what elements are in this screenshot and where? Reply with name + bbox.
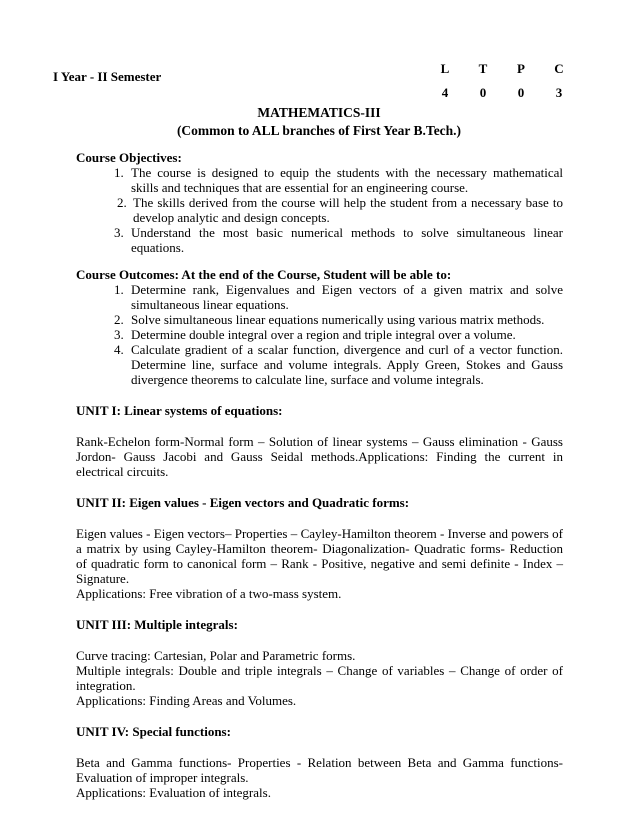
unit3-applications: Applications: Finding Areas and Volumes. xyxy=(76,693,297,708)
unit1-body: Rank-Echelon form-Normal form – Solution of linear systems – Gauss elimination - Gauss Jordon- Gauss Jacobi and Gauss Seidal methods.Applications: Finding the current in electrical circuits. xyxy=(76,434,563,479)
unit2-heading: UNIT II: Eigen values - Eigen vectors and Quadratic forms: xyxy=(76,495,410,510)
list-item-number: 2. xyxy=(117,195,127,210)
objectives-list xyxy=(76,165,563,255)
outcomes-heading: Course Outcomes: At the end of the Course, Student will be able to: xyxy=(76,267,452,282)
objectives-heading: Course Objectives: xyxy=(76,150,182,165)
ltpc-table xyxy=(426,58,586,104)
list-item xyxy=(76,195,563,225)
list-item-text: The course is designed to equip the students with the necessary mathematical skills and techniques that are essential for an engineering course. xyxy=(131,165,563,195)
year-semester-label: I Year - II Semester xyxy=(53,69,162,84)
list-item xyxy=(76,327,563,342)
list-item-number: 3. xyxy=(114,327,124,342)
ltpc-value-t: 0 xyxy=(479,85,487,100)
unit2-applications: Applications: Free vibration of a two-mass system. xyxy=(76,586,342,601)
list-item-text: Determine double integral over a region and triple integral over a volume. xyxy=(131,327,516,342)
list-item xyxy=(76,165,563,195)
unit4-body: Beta and Gamma functions- Properties - Relation between Beta and Gamma functions- Evaluation of improper integrals. xyxy=(76,755,563,785)
unit4-applications: Applications: Evaluation of integrals. xyxy=(76,785,271,800)
ltpc-value-l: 4 xyxy=(441,85,449,100)
unit3-heading: UNIT III: Multiple integrals: xyxy=(76,617,238,632)
ltpc-values-row xyxy=(426,82,586,104)
list-item-text: Understand the most basic numerical methods to solve simultaneous linear equations. xyxy=(131,225,563,255)
ltpc-label-p: P xyxy=(517,61,525,76)
ltpc-value-c: 3 xyxy=(555,85,563,100)
ltpc-label-l: L xyxy=(440,61,450,76)
course-title: MATHEMATICS-III xyxy=(257,105,381,120)
syllabus-content xyxy=(76,150,563,800)
list-item xyxy=(76,312,563,327)
list-item-text: Solve simultaneous linear equations numerically using various matrix methods. xyxy=(131,312,545,327)
list-item-text: Calculate gradient of a scalar function, divergence and curl of a vector function. Determine line, surface and volume integrals. Apply Green, Stokes and Gauss divergence theorems to calculate line, surface and volume integrals. xyxy=(131,342,563,387)
ltpc-label-c: C xyxy=(554,61,564,76)
list-item xyxy=(76,225,563,255)
list-item-text: The skills derived from the course will help the student from a necessary base to develop analytic and design concepts. xyxy=(133,195,563,225)
unit1-heading: UNIT I: Linear systems of equations: xyxy=(76,403,283,418)
unit2-body: Eigen values - Eigen vectors– Properties – Cayley-Hamilton theorem - Inverse and powers of a matrix by using Cayley-Hamilton theorem- Diagonalization- Quadratic forms- Reduction of quadratic form to canonical form – Rank - Positive, negative and semi definite - Index – Signature. xyxy=(76,526,563,586)
list-item-text: Determine rank, Eigenvalues and Eigen vectors of a given matrix and solve simultaneous linear equations. xyxy=(131,282,563,312)
ltpc-label-t: T xyxy=(478,61,488,76)
unit4-heading: UNIT IV: Special functions: xyxy=(76,724,231,739)
list-item xyxy=(76,342,563,387)
ltpc-value-p: 0 xyxy=(517,85,525,100)
list-item-number: 1. xyxy=(114,165,124,180)
list-item-number: 2. xyxy=(114,312,124,327)
list-item-number: 3. xyxy=(114,225,124,240)
course-subtitle: (Common to ALL branches of First Year B.Tech.) xyxy=(176,123,462,138)
list-item xyxy=(76,282,563,312)
list-item-number: 4. xyxy=(114,342,124,357)
ltpc-labels-row xyxy=(426,58,586,80)
list-item-number: 1. xyxy=(114,282,124,297)
outcomes-list xyxy=(76,282,563,387)
unit3-line2: Multiple integrals: Double and triple integrals – Change of variables – Change of order of integration. xyxy=(76,663,563,693)
unit3-line1: Curve tracing: Cartesian, Polar and Parametric forms. xyxy=(76,648,356,663)
